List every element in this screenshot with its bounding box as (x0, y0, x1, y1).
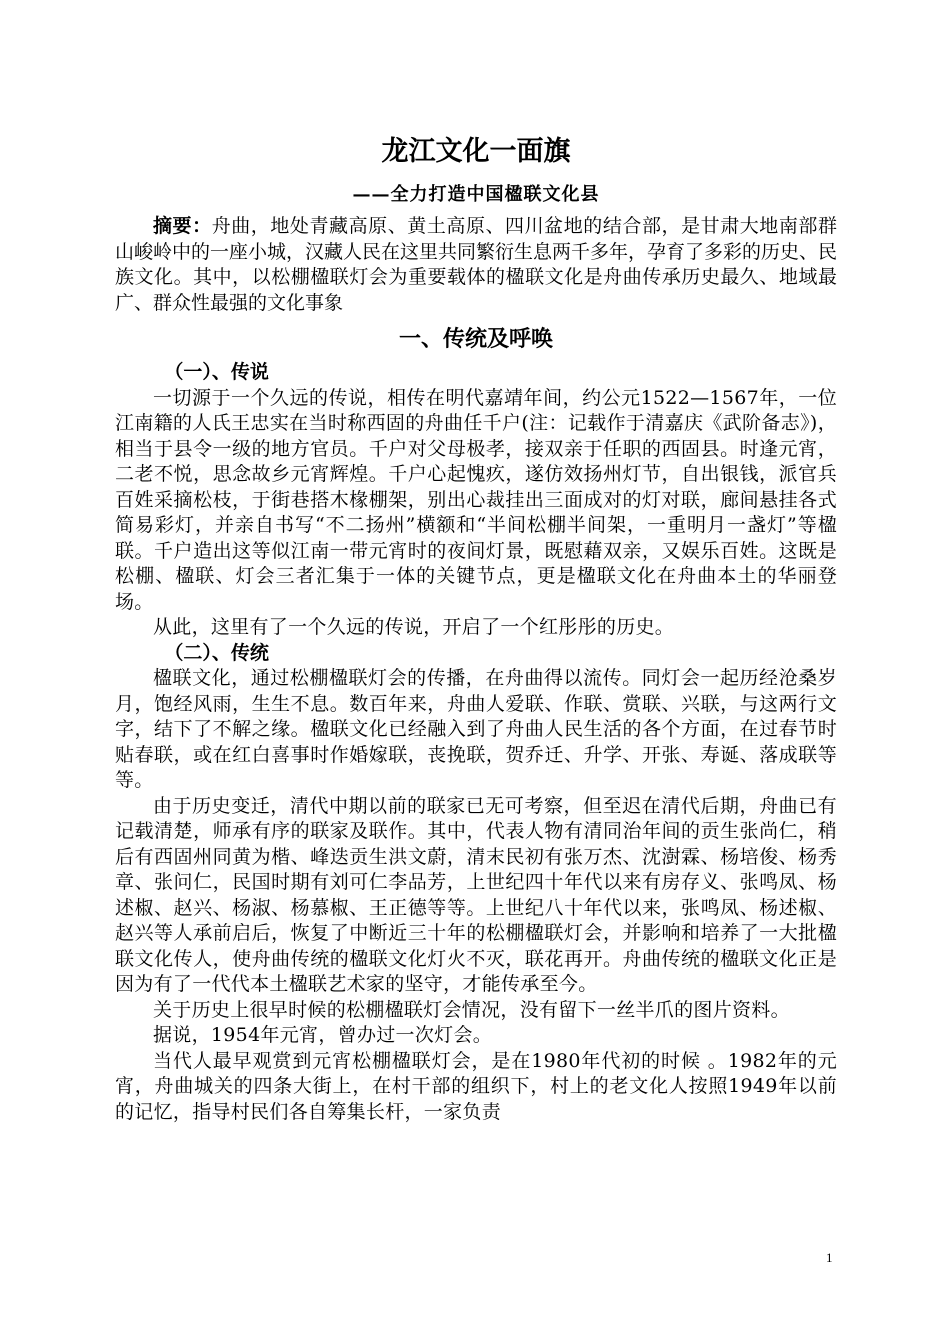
subsection-heading-legend: （一）、传说 (164, 361, 269, 383)
subsection-heading-tradition: （二）、传统 (164, 641, 269, 664)
document-body (115, 132, 837, 1125)
page-number: 1 (826, 1250, 833, 1265)
document-title: 龙江文化一面旗 (381, 136, 571, 167)
document-subtitle: ——全力打造中国楹联文化县 (352, 184, 600, 205)
paragraph: 关于历史上很早时候的松棚楹联灯会情况，没有留下一丝半爪的图片资料。 (153, 998, 790, 1021)
paragraph: 据说，1954年元宵，曾办过一次灯会。 (153, 1024, 493, 1046)
abstract-text: 舟曲，地处青藏高原、黄土高原、四川盆地的结合部，是甘肃大地南部群山峻岭中的一座小城，汉藏人民在这里共同繁衍生息两千多年，孕育了多彩的历史、民族文化。其中，以松棚楹联灯会为重要载体的楹联文化是舟曲传承历史最久、地域最广、群众性最强的文化事象 (115, 215, 838, 314)
paragraph: 楹联文化，通过松棚楹联灯会的传播，在舟曲得以流传。同灯会一起历经沧桑岁月，饱经风雨，生生不息。数百年来，舟曲人爱联、作联、赏联、兴联，与这两行文字，结下了不解之缘。楹联文化已经融入到了舟曲人民生活的各个方面，在过春节时贴春联，或在红白喜事时作婚嫁联，丧挽联，贺乔迁、升学、开张、寿诞、落成联等等。 (115, 667, 837, 791)
abstract-label: 摘要： (153, 215, 212, 237)
paragraph: 一切源于一个久远的传说，相传在明代嘉靖年间，约公元1522—1567年，一位江南籍的人氏王忠实在当时称西固的舟曲任千户(注：记载作于清嘉庆《武阶备志》)，相当于县令一级的地方官员。千户对父母极孝，接双亲于任职的西固县。时逢元宵，二老不悦，思念故乡元宵辉煌。千户心起愧疚，遂仿效扬州灯节，自出银钱，派官兵百姓采摘松枝，于街巷搭木椽棚架，别出心裁挂出三面成对的灯对联，廊间悬挂各式简易彩灯，并亲自书写“不二扬州”横额和“半间松棚半间架，一重明月一盏灯”等楹联。千户造出这等似江南一带元宵时的夜间灯景，既慰藉双亲，又娱乐百姓。这既是松棚、楹联、灯会三者汇集于一体的关键节点，更是楹联文化在舟曲本土的华丽登场。 (115, 386, 837, 613)
section-heading-1: 一、传统及呼唤 (398, 327, 553, 352)
paragraph: 当代人最早观赏到元宵松棚楹联灯会，是在1980年代初的时候 。1982年的元宵，舟曲城关的四条大街上，在村干部的组织下，村上的老文化人按照1949年以前的记忆，指导村民们各自筹集长杆，一家负责 (115, 1049, 837, 1123)
paragraph: 从此，这里有了一个久远的传说，开启了一个红彤彤的历史。 (153, 616, 675, 638)
paragraph: 由于历史变迁，清代中期以前的联家已无可考察，但至迟在清代后期，舟曲已有记载清楚，师承有序的联家及联作。其中，代表人物有清同治年间的贡生张尚仁，稍后有西固州同黄为楷、峰迭贡生洪文蔚，清末民初有张万杰、沈澍霖、杨培俊、杨秀章、张问仁，民国时期有刘可仁李品芳，上世纪四十年代以来有房存义、张鸣凤、杨述椒、赵兴、杨淑、杨慕椒、王正德等等。上世纪八十年代以来，张鸣凤、杨述椒、赵兴等人承前启后，恢复了中断近三十年的松棚楹联灯会，并影响和培养了一大批楹联文化传人，使舟曲传统的楹联文化灯火不灭，联花再开。舟曲传统的楹联文化正是因为有了一代代本土楹联艺术家的坚守，才能传承至今。 (115, 794, 837, 995)
abstract (115, 214, 837, 316)
